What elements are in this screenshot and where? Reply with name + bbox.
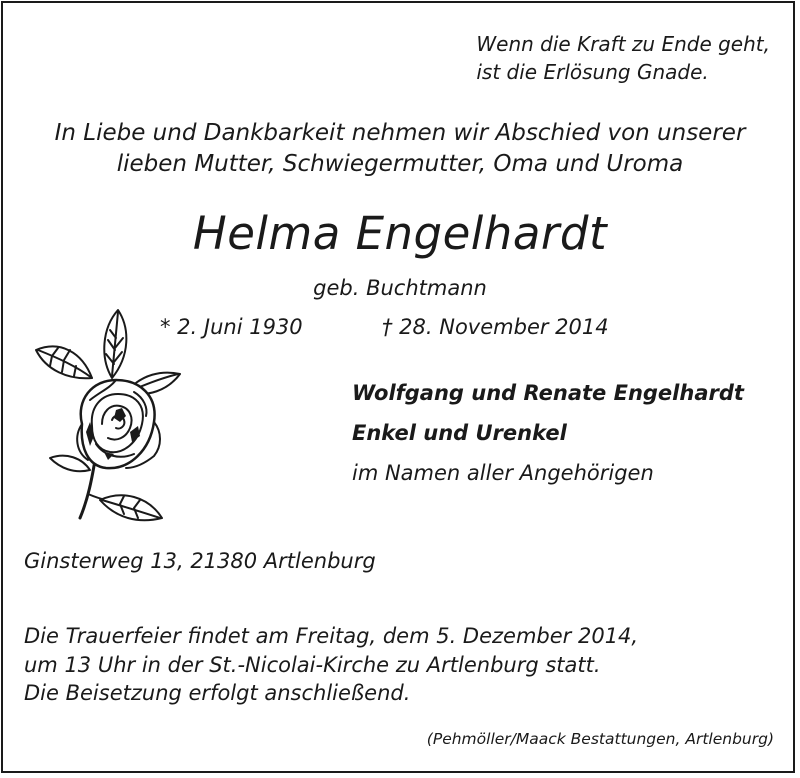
mourners [352,373,744,493]
motto [476,30,770,86]
motto-line-1: Wenn die Kraft zu Ende geht, [476,32,770,56]
motto-line-2: ist die Erlösung Gnade. [476,60,709,84]
birth-date: * 2. Juni 1930 [160,315,303,339]
address: Ginsterweg 13, 21380 Artlenburg [24,549,376,573]
ceremony-info [24,622,638,708]
maiden-name: geb. Buchtmann [313,276,487,300]
intro-line-1: In Liebe und Dankbarkeit nehmen wir Abschied von unserer [54,120,746,146]
deceased-name: Helma Engelhardt [192,207,608,260]
ceremony-line-2: um 13 Uhr in der St.-Nicolai-Kirche zu Artlenburg statt. [24,652,601,677]
rose-icon [30,304,200,526]
mourners-grandchildren: Enkel und Urenkel [352,421,567,445]
mourners-family: Wolfgang und Renate Engelhardt [352,381,744,405]
intro-text [0,118,800,180]
death-date: † 28. November 2014 [382,315,609,339]
ceremony-line-3: Die Beisetzung erfolgt anschließend. [24,681,411,705]
ceremony-line-1: Die Trauerfeier findet am Freitag, dem 5. Dezember 2014, [24,624,639,648]
funeral-home-credit: (Pehmöller/Maack Bestattungen, Artlenburg) [426,730,774,748]
intro-line-2: lieben Mutter, Schwiegermutter, Oma und Uroma [116,151,684,177]
mourners-relatives: im Namen aller Angehörigen [352,461,654,485]
